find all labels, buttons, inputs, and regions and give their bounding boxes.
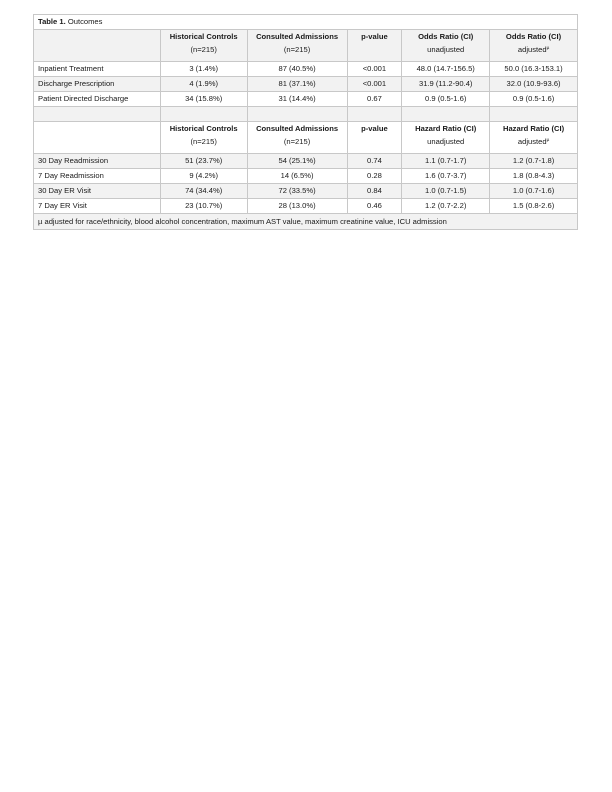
table-footnote: µ adjusted for race/ethnicity, blood alcohol concentration, maximum AST value, maximum creatinine value, ICU admission: [34, 214, 578, 230]
spacer-cell: [247, 107, 347, 122]
cell-hr-unadjusted: 1.1 (0.7-1.7): [402, 154, 490, 169]
footnote-marker: µ: [546, 44, 550, 50]
spacer-cell: [160, 107, 247, 122]
header-historical-controls: [160, 122, 247, 154]
cell-p-value: 0.84: [347, 184, 402, 199]
header-sublabel: unadjusted: [427, 136, 465, 146]
cell-hr-adjusted: 1.8 (0.8-4.3): [490, 169, 578, 184]
table-title-row: [34, 15, 578, 30]
header-label: Odds Ratio (CI): [505, 32, 562, 41]
header-sublabel: (n=215): [283, 44, 311, 54]
cell-or-adjusted: 0.9 (0.5-1.6): [490, 92, 578, 107]
header-odds-ratio-adjusted: [490, 30, 578, 62]
row-label: 7 Day ER Visit: [34, 199, 161, 214]
cell-consulted: 31 (14.4%): [247, 92, 347, 107]
header-sublabel: [494, 138, 573, 146]
header-sublabel: (n=215): [190, 136, 217, 146]
cell-consulted: 87 (40.5%): [247, 62, 347, 77]
cell-p-value: <0.001: [347, 62, 402, 77]
table-title: [34, 15, 578, 30]
section1-header-row: [34, 30, 578, 62]
table-title-label: Table 1.: [38, 17, 66, 27]
header-hazard-ratio-unadjusted: [402, 122, 490, 154]
cell-or-unadjusted: 31.9 (11.2-90.4): [402, 77, 490, 92]
header-sublabel-text: adjusted: [517, 136, 547, 146]
cell-p-value: 0.46: [347, 199, 402, 214]
header-label: Odds Ratio (CI): [418, 32, 474, 41]
row-label: Patient Directed Discharge: [34, 92, 161, 107]
table-row: [34, 154, 578, 169]
cell-hr-adjusted: 1.5 (0.8-2.6): [490, 199, 578, 214]
cell-hr-adjusted: 1.2 (0.7-1.8): [490, 154, 578, 169]
header-hazard-ratio-adjusted: [490, 122, 578, 154]
header-consulted-admissions: [247, 122, 347, 154]
header-p-value: [347, 122, 402, 154]
header-p-value: [347, 30, 402, 62]
cell-consulted: 81 (37.1%): [247, 77, 347, 92]
table-title-text: Outcomes: [65, 17, 103, 27]
spacer-cell: [402, 107, 490, 122]
cell-or-unadjusted: 0.9 (0.5-1.6): [402, 92, 490, 107]
header-label: Hazard Ratio (CI): [502, 124, 565, 133]
footnote-marker: µ: [546, 136, 550, 142]
cell-consulted: 54 (25.1%): [247, 154, 347, 169]
row-label: 30 Day ER Visit: [34, 184, 161, 199]
spacer-cell: [490, 107, 578, 122]
header-label: Historical Controls: [169, 124, 238, 133]
table-row: [34, 184, 578, 199]
cell-or-adjusted: 32.0 (10.9-93.6): [490, 77, 578, 92]
table-row: [34, 169, 578, 184]
cell-hr-unadjusted: 1.2 (0.7-2.2): [402, 199, 490, 214]
cell-historical: 3 (1.4%): [160, 62, 247, 77]
cell-historical: 9 (4.2%): [160, 169, 247, 184]
header-label: Hazard Ratio (CI): [415, 124, 477, 133]
row-label: Discharge Prescription: [34, 77, 161, 92]
header-label: p-value: [361, 124, 388, 133]
spacer-row: [34, 107, 578, 122]
footnote-row: [34, 214, 578, 230]
cell-consulted: 14 (6.5%): [247, 169, 347, 184]
cell-historical: 34 (15.8%): [160, 92, 247, 107]
header-label: Historical Controls: [169, 32, 238, 41]
cell-consulted: 28 (13.0%): [247, 199, 347, 214]
section2-header-row: [34, 122, 578, 154]
header-cell-empty: [34, 122, 161, 154]
cell-consulted: 72 (33.5%): [247, 184, 347, 199]
cell-hr-unadjusted: 1.0 (0.7-1.5): [402, 184, 490, 199]
header-label: p-value: [361, 32, 388, 41]
cell-historical: 51 (23.7%): [160, 154, 247, 169]
cell-historical: 23 (10.7%): [160, 199, 247, 214]
header-label: Consulted Admissions: [256, 32, 339, 41]
cell-or-unadjusted: 48.0 (14.7-156.5): [402, 62, 490, 77]
row-label: 7 Day Readmission: [34, 169, 161, 184]
header-cell-empty: [34, 30, 161, 62]
table-row: [34, 77, 578, 92]
cell-historical: 4 (1.9%): [160, 77, 247, 92]
header-sublabel: unadjusted: [427, 44, 465, 54]
spacer-cell: [34, 107, 161, 122]
cell-hr-adjusted: 1.0 (0.7-1.6): [490, 184, 578, 199]
cell-p-value: <0.001: [347, 77, 402, 92]
header-sublabel: (n=215): [283, 136, 311, 146]
table-row: [34, 199, 578, 214]
spacer-cell: [347, 107, 402, 122]
header-sublabel: [494, 46, 573, 54]
table-row: [34, 92, 578, 107]
cell-hr-unadjusted: 1.6 (0.7-3.7): [402, 169, 490, 184]
row-label: Inpatient Treatment: [34, 62, 161, 77]
cell-p-value: 0.28: [347, 169, 402, 184]
row-label: 30 Day Readmission: [34, 154, 161, 169]
header-sublabel: (n=215): [190, 44, 217, 54]
header-consulted-admissions: [247, 30, 347, 62]
table-row: [34, 62, 578, 77]
header-sublabel-text: adjusted: [517, 44, 547, 54]
header-odds-ratio-unadjusted: [402, 30, 490, 62]
cell-p-value: 0.74: [347, 154, 402, 169]
cell-historical: 74 (34.4%): [160, 184, 247, 199]
header-label: Consulted Admissions: [256, 124, 339, 133]
header-historical-controls: [160, 30, 247, 62]
cell-or-adjusted: 50.0 (16.3-153.1): [490, 62, 578, 77]
cell-p-value: 0.67: [347, 92, 402, 107]
outcomes-table: [33, 14, 578, 230]
